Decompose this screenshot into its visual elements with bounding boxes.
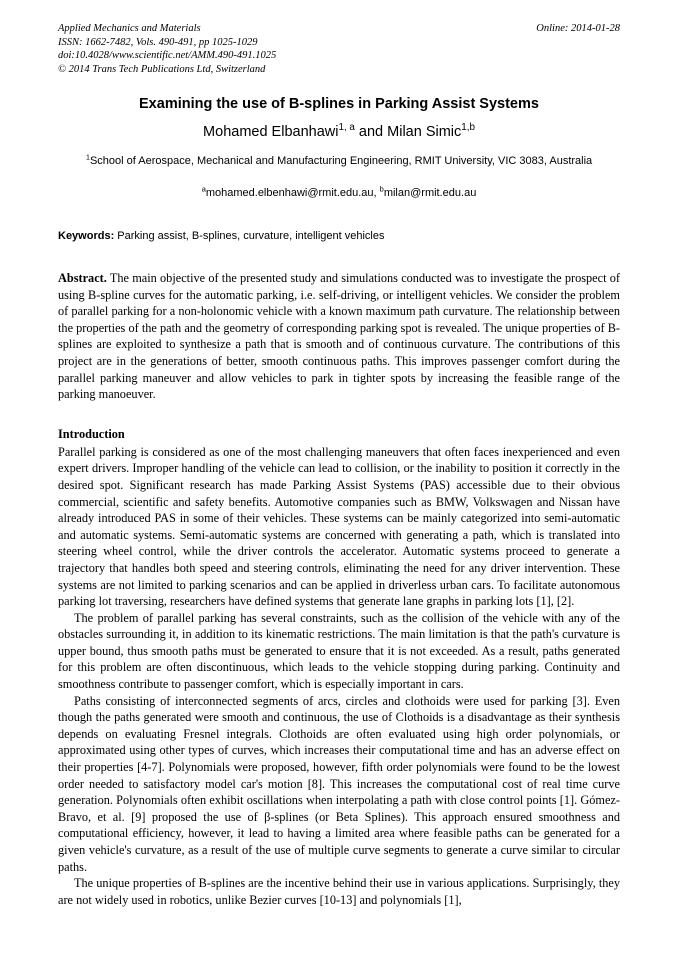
page-header (58, 22, 620, 76)
affiliation-marker: 1 (85, 152, 90, 162)
author-list (58, 123, 620, 141)
online-date: Online: 2014-01-28 (536, 23, 620, 34)
keywords-line (58, 229, 620, 244)
intro-paragraph-1: Parallel parking is considered as one of the most challenging maneuvers that often faces inexperienced and even expert drivers. Improper handling of the vehicle can lead to collision, or the inability to position it correctly in the desired spot. Significant research has made Parking Assist Systems (PAS) accessible due to their obvious commercial, scientific and safety benefits. Automotive companies such as BMW, Volkswagen and Nissan have already introduced PAS in some of their vehicles. These systems can be mainly categorized into semi-automatic and automatic systems. Semi-automatic systems are concerned with generating a path, which is translated into steering wheel control, while the driver controls the accelerator. Automatic systems proceed to generate a trajectory that handles both speed and steering controls, eliminating the need for any driver intervention. These systems are not limited to parking scenarios and can be applied in driverless urban cars. To facilitate autonomous parking lot traversing, researchers have defined systems that generate lane graphs in parking lots [1], [2]. (58, 444, 620, 609)
abstract-paragraph (58, 270, 620, 403)
email-marker-b: b (379, 184, 384, 194)
author-conjunction: and (354, 124, 388, 140)
author-2-affil-marker: 1,b (461, 122, 475, 134)
author-name-1: Mohamed Elbanhawi (203, 124, 339, 140)
author-name-2: Milan Simic (387, 124, 462, 140)
section-heading-introduction: Introduction (58, 426, 125, 441)
author-1-affil-marker: 1, a (338, 122, 355, 134)
author-emails (58, 185, 620, 201)
affiliation (58, 153, 620, 169)
abstract-text: The main objective of the presented study and simulations conducted was to investigate the prospect of using B-spline curves for the automatic parking, i.e. self-driving, or intelligent vehicles. We consider the problem of parallel parking for a non-holonomic vehicle with a known maximum path curvature. The relationship between the properties of the path and the geometry of corresponding parking spot is revealed. The unique properties of B-splines are exploited to synthesize a path that is smooth and of continuous curvature. The contributions of this project are in the generations of better, smooth continuous paths. This improves passenger comfort during the parallel parking maneuver and allow vehicles to park in tighter spots by increasing the feasible range of the parking manoeuver. (58, 271, 620, 402)
header-journal-block (58, 22, 478, 76)
email-address-1[interactable]: mohamed.elbenhawi@rmit.edu.au, (205, 187, 377, 199)
affiliation-text: School of Aerospace, Mechanical and Manufacturing Engineering, RMIT University, VIC 3083, Australia (89, 155, 593, 167)
page-title: Examining the use of B-splines in Parking Assist Systems (139, 96, 539, 112)
copyright-line: © 2014 Trans Tech Publications Ltd, Switzerland (58, 63, 266, 75)
issn-line: ISSN: 1662-7482, Vols. 490-491, pp 1025-1029 (58, 36, 258, 48)
intro-paragraph-3: Paths consisting of interconnected segments of arcs, circles and clothoids were used for parking [3]. Even though the paths generated were smooth and continuous, the use of Clothoids is a disadvantage as their synthesis depends on evaluating Fresnel integrals. Clothoids are often evaluated using high order polynomials, or approximated using other types of curves, which increases their computational time and has an adverse effect on their properties [4-7]. Polynomials were proposed, however, fifth order polynomials were found to be the lowest order needed to satisfactory model car's motion [8]. This increases the computational cost of real time curve generation. Polynomials often exhibit oscillations when interpolating a path with close control points [1]. Gómez-Bravo, et al. [9] proposed the use of β-splines (or Beta Splines). This approach ensured smoothness and computational efficiency, however, it lead to having a limited area where feasible paths can be generated for a given vehicle's curvature, as a result of the use of multiple curve segments to generate a curve similar to circular paths. (58, 693, 620, 874)
keywords-label: Keywords: (58, 230, 115, 242)
abstract-label: Abstract. (58, 271, 107, 285)
email-address-2[interactable]: milan@rmit.edu.au (383, 187, 477, 199)
paper-content (58, 22, 620, 908)
email-marker-a: a (201, 184, 206, 194)
doi-line: doi:10.4028/www.scientific.net/AMM.490-491.1025 (58, 50, 277, 61)
intro-paragraph-2: The problem of parallel parking has several constraints, such as the collision of the vehicle with any of the obstacles surrounding it, in addition to its kinematic restrictions. The main limitation is that the path's curvature is upper bound, thus smooth paths must be generated to ensure that it is not exceeded. As a result, paths generated for this problem are often discontinuous, which leads to the vehicle stopping during parking. Continuity and smoothness contribute to passenger comfort, which is especially important in cars. (58, 610, 620, 692)
intro-paragraph-4: The unique properties of B-splines are the incentive behind their use in various applications. Surprisingly, they are not widely used in robotics, unlike Bezier curves [10-13] and polynomials [1], (58, 876, 620, 907)
keywords-value: Parking assist, B-splines, curvature, intelligent vehicles (114, 230, 385, 242)
journal-name: Applied Mechanics and Materials (58, 23, 201, 34)
